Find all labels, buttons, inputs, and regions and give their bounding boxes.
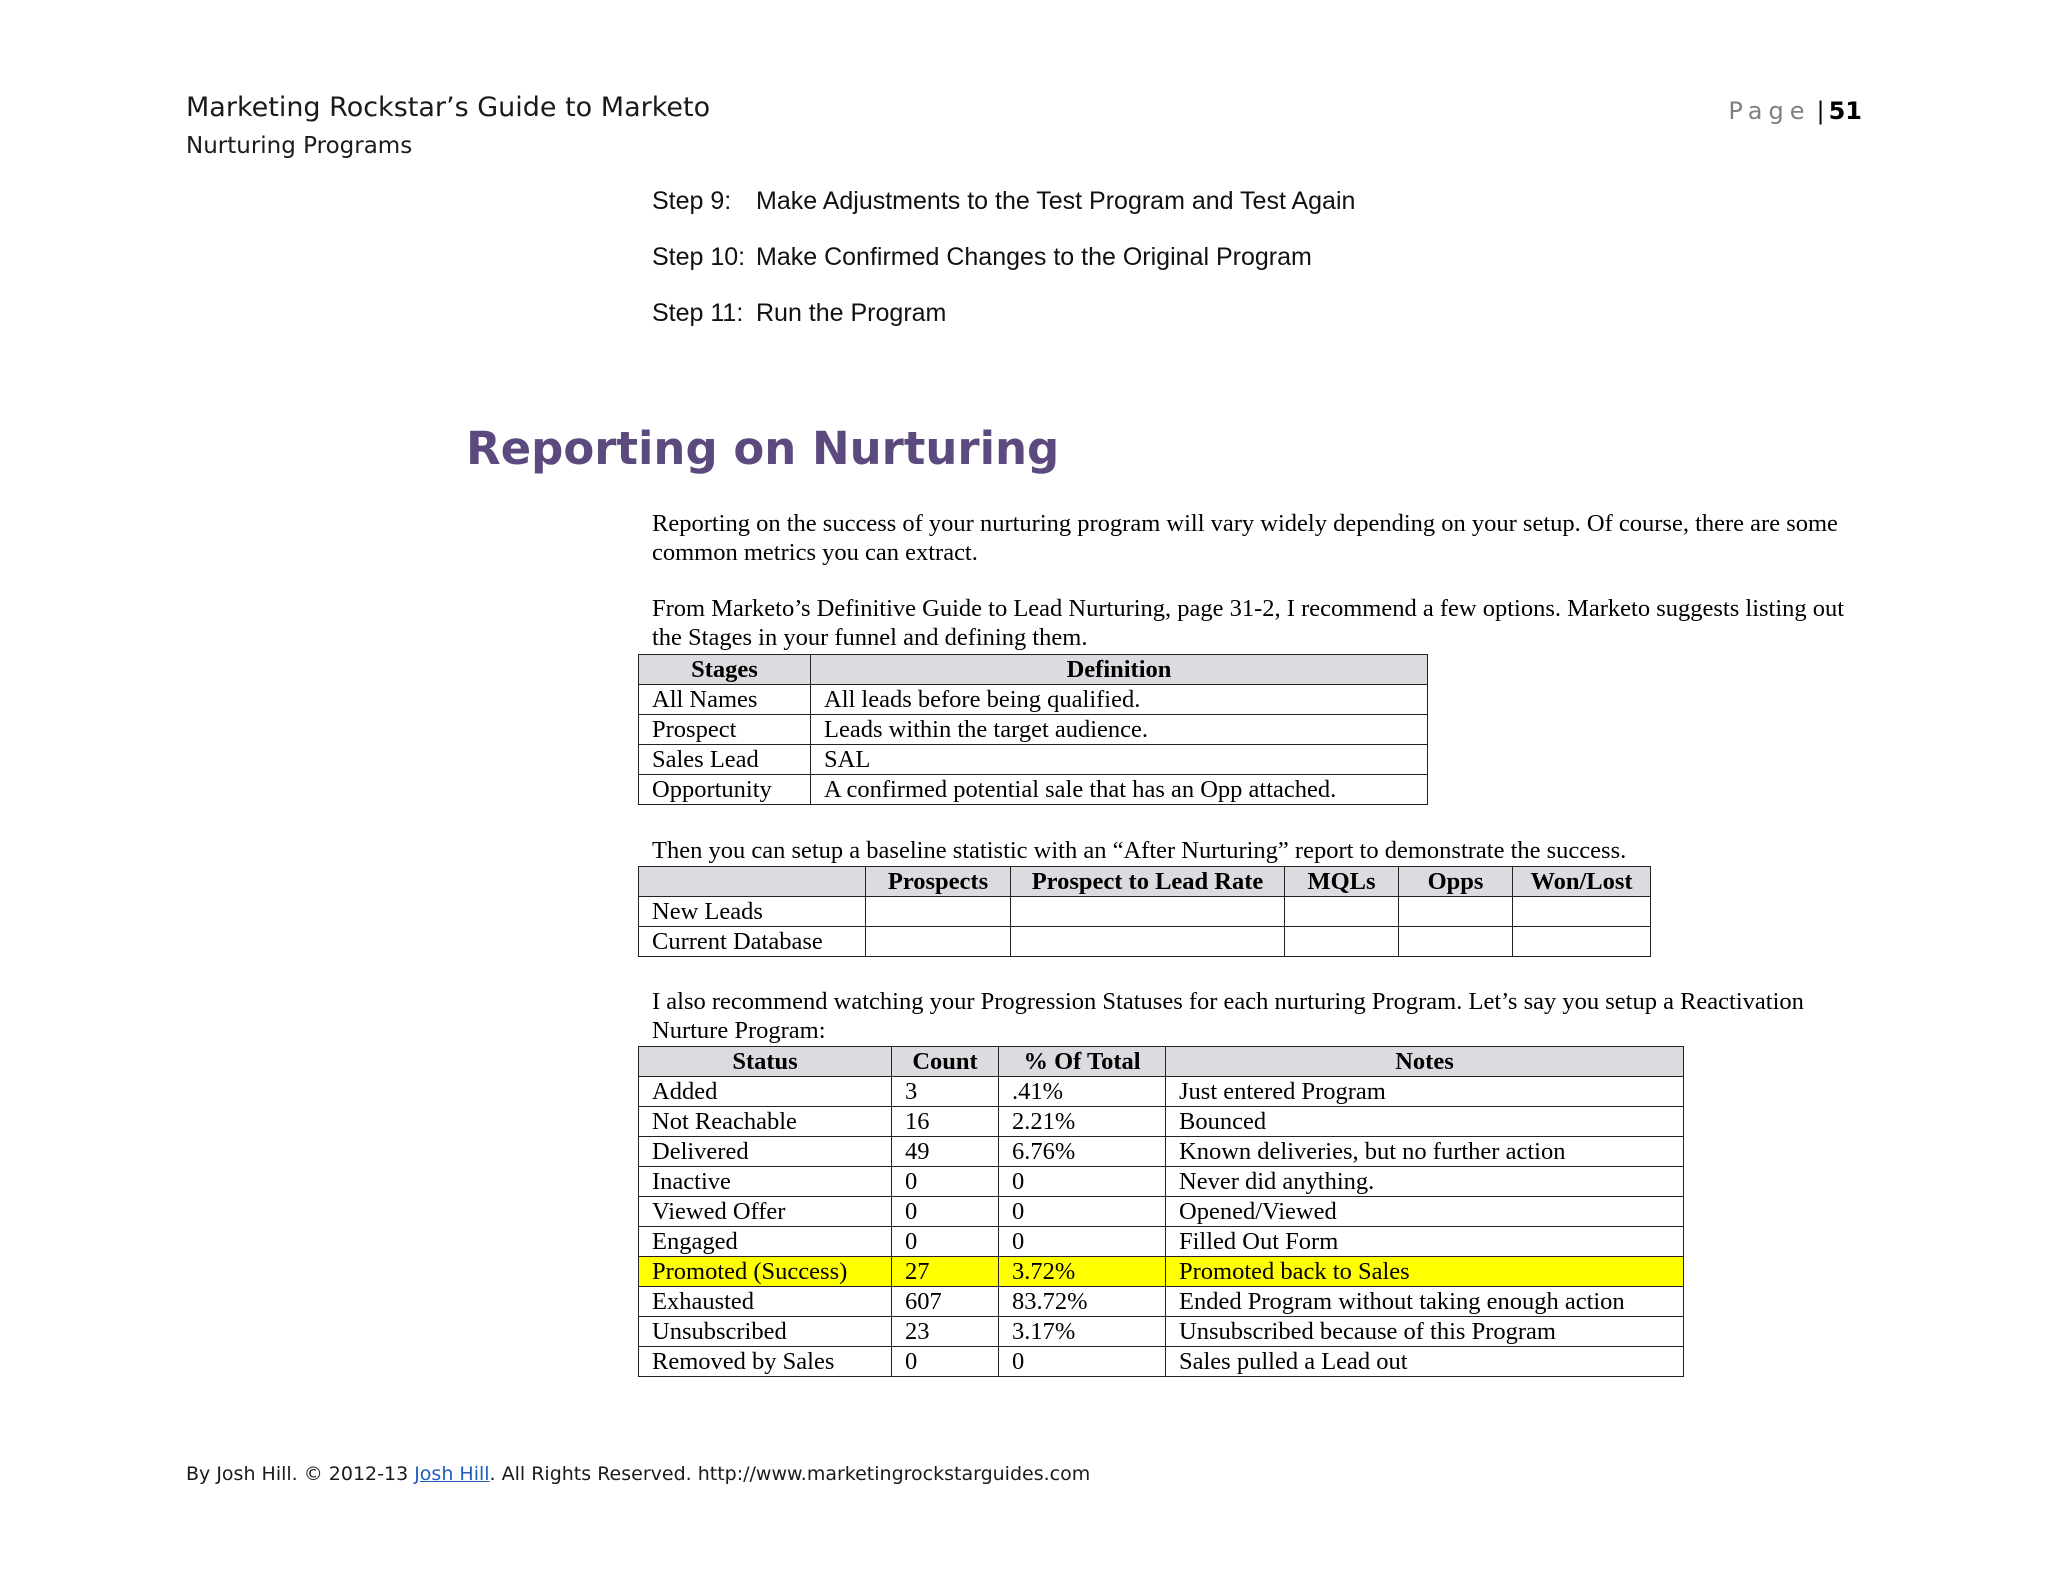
notes-cell: Just entered Program (1166, 1077, 1684, 1107)
stage-cell: Prospect (639, 715, 811, 745)
table-row (639, 1287, 1684, 1317)
page-separator: | (1816, 97, 1825, 125)
stage-cell: Sales Lead (639, 745, 811, 775)
steps-list (652, 186, 1355, 354)
column-header: MQLs (1285, 867, 1399, 897)
column-header: Won/Lost (1513, 867, 1651, 897)
count-cell: 0 (892, 1167, 999, 1197)
table-row (639, 1197, 1684, 1227)
stage-cell: All Names (639, 685, 811, 715)
table-cell (1285, 927, 1399, 957)
table-header-row (639, 867, 1651, 897)
table-row (639, 1227, 1684, 1257)
column-header: Opps (1399, 867, 1513, 897)
count-cell: 23 (892, 1317, 999, 1347)
status-cell: Inactive (639, 1167, 892, 1197)
notes-cell: Filled Out Form (1166, 1227, 1684, 1257)
definition-cell: SAL (811, 745, 1428, 775)
table-cell (1399, 927, 1513, 957)
notes-cell: Unsubscribed because of this Program (1166, 1317, 1684, 1347)
notes-cell: Promoted back to Sales (1166, 1257, 1684, 1287)
column-header: % Of Total (999, 1047, 1166, 1077)
percent-cell: 0 (999, 1227, 1166, 1257)
table-cell (1399, 897, 1513, 927)
table-cell (866, 897, 1011, 927)
table-header-row (639, 655, 1428, 685)
count-cell: 3 (892, 1077, 999, 1107)
percent-cell: 2.21% (999, 1107, 1166, 1137)
baseline-intro-paragraph: Then you can setup a baseline statistic with an “After Nurturing” report to demonstrate the success. (652, 837, 1627, 864)
table-cell (1285, 897, 1399, 927)
table-cell (1011, 897, 1285, 927)
table-row (639, 1317, 1684, 1347)
notes-cell: Bounced (1166, 1107, 1684, 1137)
column-header (639, 867, 866, 897)
notes-cell: Never did anything. (1166, 1167, 1684, 1197)
footer-suffix: . All Rights Reserved. http://www.marketingrockstarguides.com (489, 1463, 1091, 1485)
document-title: Marketing Rockstar’s Guide to Marketo (186, 92, 711, 123)
percent-cell: .41% (999, 1077, 1166, 1107)
step-text: Make Confirmed Changes to the Original Program (756, 243, 1312, 271)
section-heading: Reporting on Nurturing (466, 422, 1060, 475)
status-cell: Promoted (Success) (639, 1257, 892, 1287)
step-number: Step 9: (652, 187, 732, 215)
definition-cell: A confirmed potential sale that has an Opp attached. (811, 775, 1428, 805)
status-cell: Engaged (639, 1227, 892, 1257)
definition-cell: Leads within the target audience. (811, 715, 1428, 745)
percent-cell: 83.72% (999, 1287, 1166, 1317)
stage-cell: Opportunity (639, 775, 811, 805)
notes-cell: Opened/Viewed (1166, 1197, 1684, 1227)
percent-cell: 0 (999, 1197, 1166, 1227)
percent-cell: 3.72% (999, 1257, 1166, 1287)
chapter-title: Nurturing Programs (186, 133, 413, 159)
table-row (639, 1347, 1684, 1377)
step-item (652, 186, 1355, 242)
copyright-footer (186, 1463, 1090, 1485)
percent-cell: 3.17% (999, 1317, 1166, 1347)
footer-prefix: By Josh Hill. © 2012-13 (186, 1463, 415, 1485)
notes-cell: Sales pulled a Lead out (1166, 1347, 1684, 1377)
status-cell: Added (639, 1077, 892, 1107)
step-number: Step 11: (652, 299, 744, 327)
column-header: Stages (639, 655, 811, 685)
row-label-cell: Current Database (639, 927, 866, 957)
notes-cell: Ended Program without taking enough action (1166, 1287, 1684, 1317)
count-cell: 0 (892, 1347, 999, 1377)
table-row (639, 715, 1428, 745)
table-cell (1011, 927, 1285, 957)
percent-cell: 6.76% (999, 1137, 1166, 1167)
author-link[interactable]: Josh Hill (414, 1463, 490, 1485)
status-table (638, 1046, 1684, 1377)
stages-intro-paragraph: From Marketo’s Definitive Guide to Lead Nurturing, page 31-2, I recommend a few options. Marketo suggests listing out the Stages in your funnel and defining them. (652, 595, 1845, 651)
step-text: Make Adjustments to the Test Program and Test Again (756, 187, 1356, 215)
table-row (639, 685, 1428, 715)
highlighted-table-row (639, 1257, 1684, 1287)
stages-table (638, 654, 1428, 805)
column-header: Definition (811, 655, 1428, 685)
intro-paragraph: Reporting on the success of your nurturing program will vary widely depending on your setup. Of course, there are some common metrics you can extract. (652, 510, 1838, 566)
column-header: Status (639, 1047, 892, 1077)
table-cell (1513, 897, 1651, 927)
percent-cell: 0 (999, 1347, 1166, 1377)
count-cell: 0 (892, 1197, 999, 1227)
status-cell: Not Reachable (639, 1107, 892, 1137)
column-header: Count (892, 1047, 999, 1077)
progression-intro-paragraph: I also recommend watching your Progression Statuses for each nurturing Program. Let’s say you setup a Reactivation Nurture Program: (652, 988, 1804, 1044)
page-number-value: 51 (1828, 97, 1862, 125)
count-cell: 0 (892, 1227, 999, 1257)
table-row (639, 1167, 1684, 1197)
table-row (639, 745, 1428, 775)
count-cell: 607 (892, 1287, 999, 1317)
table-row (639, 1137, 1684, 1167)
row-label-cell: New Leads (639, 897, 866, 927)
status-cell: Viewed Offer (639, 1197, 892, 1227)
table-cell (1513, 927, 1651, 957)
status-cell: Unsubscribed (639, 1317, 892, 1347)
count-cell: 16 (892, 1107, 999, 1137)
status-cell: Exhausted (639, 1287, 892, 1317)
step-number: Step 10: (652, 243, 746, 271)
table-row (639, 927, 1651, 957)
definition-cell: All leads before being qualified. (811, 685, 1428, 715)
column-header: Prospect to Lead Rate (1011, 867, 1285, 897)
page-number (1728, 97, 1862, 125)
baseline-table (638, 866, 1651, 957)
step-text: Run the Program (756, 299, 947, 327)
count-cell: 27 (892, 1257, 999, 1287)
percent-cell: 0 (999, 1167, 1166, 1197)
notes-cell: Known deliveries, but no further action (1166, 1137, 1684, 1167)
step-item (652, 298, 1355, 354)
step-item (652, 242, 1355, 298)
page-label: Page (1728, 97, 1811, 125)
table-row (639, 775, 1428, 805)
column-header: Notes (1166, 1047, 1684, 1077)
column-header: Prospects (866, 867, 1011, 897)
status-cell: Delivered (639, 1137, 892, 1167)
table-row (639, 897, 1651, 927)
table-row (639, 1107, 1684, 1137)
table-cell (866, 927, 1011, 957)
status-cell: Removed by Sales (639, 1347, 892, 1377)
count-cell: 49 (892, 1137, 999, 1167)
table-header-row (639, 1047, 1684, 1077)
table-row (639, 1077, 1684, 1107)
